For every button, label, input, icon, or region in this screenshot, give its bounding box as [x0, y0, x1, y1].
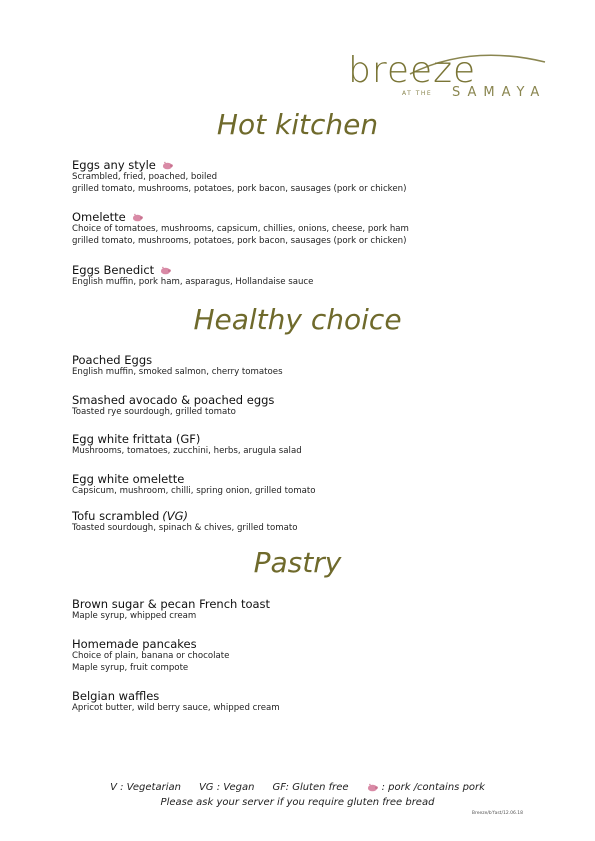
- section-title-hot-kitchen: Hot kitchen: [216, 108, 379, 141]
- section-title-healthy-choice: Healthy choice: [193, 303, 402, 336]
- menu-item: [72, 597, 532, 623]
- document-code: Breeze/b'fast/12.06.18: [471, 811, 523, 816]
- logo-at: AT THE: [402, 90, 433, 97]
- item-desc: Maple syrup, whipped cream: [72, 611, 197, 621]
- pig-icon: [160, 266, 171, 275]
- menu-item: [72, 432, 532, 458]
- pig-icon: [367, 783, 378, 792]
- item-desc: English muffin, smoked salmon, cherry tomatoes: [72, 367, 283, 377]
- item-name: Omelette: [72, 210, 126, 224]
- item-name: Tofu scrambled: [72, 509, 160, 523]
- logo-word: breeze: [348, 50, 477, 91]
- vegan-tag: (VG): [162, 509, 189, 523]
- item-name: Eggs any style: [72, 158, 156, 172]
- item-desc: Toasted rye sourdough, grilled tomato: [72, 407, 236, 417]
- item-name: Belgian waffles: [72, 689, 160, 703]
- item-desc: grilled tomato, mushrooms, potatoes, pork bacon, sausages (pork or chicken): [72, 235, 407, 246]
- item-desc: Capsicum, mushroom, chilli, spring onion, grilled tomato: [72, 486, 316, 496]
- legend-vegetarian: V : Vegetarian: [110, 782, 181, 793]
- item-desc: grilled tomato, mushrooms, potatoes, pork bacon, sausages (pork or chicken): [72, 183, 407, 194]
- menu-item: [72, 393, 532, 419]
- menu-item: [72, 353, 532, 379]
- menu-item: [72, 472, 532, 498]
- item-desc: Mushrooms, tomatoes, zucchini, herbs, arugula salad: [72, 446, 302, 456]
- menu-item: [72, 158, 532, 195]
- menu-item: [72, 263, 532, 289]
- item-desc: Choice of tomatoes, mushrooms, capsicum, chillies, onions, cheese, pork ham: [72, 224, 409, 234]
- item-desc: Choice of plain, banana or chocolate: [72, 651, 230, 661]
- item-name: Egg white omelette: [72, 472, 185, 486]
- item-name: Brown sugar & pecan French toast: [72, 597, 271, 611]
- item-name: Homemade pancakes: [72, 637, 197, 651]
- gluten-note: Please ask your server if you require gluten free bread: [160, 797, 435, 808]
- item-desc: Scrambled, fried, poached, boiled: [72, 172, 218, 182]
- logo-subtitle: SAMAYA: [452, 85, 547, 100]
- item-name: Eggs Benedict: [72, 263, 155, 277]
- breeze-logo: [340, 40, 550, 110]
- item-desc: English muffin, pork ham, asparagus, Hollandaise sauce: [72, 277, 314, 287]
- pig-icon: [132, 213, 143, 222]
- pig-icon: [162, 161, 173, 170]
- item-name: Smashed avocado & poached eggs: [72, 393, 275, 407]
- dietary-legend: [0, 782, 595, 793]
- menu-item: [72, 637, 532, 674]
- section-title-pastry: Pastry: [253, 546, 342, 579]
- menu-item: [72, 210, 532, 247]
- item-name: Egg white frittata (GF): [72, 432, 201, 446]
- item-desc: Apricot butter, wild berry sauce, whipped cream: [72, 703, 280, 713]
- item-desc: Maple syrup, fruit compote: [72, 662, 189, 673]
- menu-item: [72, 689, 532, 715]
- legend-pork: : pork /contains pork: [381, 782, 485, 793]
- item-name: Poached Eggs: [72, 353, 153, 367]
- legend-gluten-free: GF: Gluten free: [272, 782, 349, 793]
- item-desc: Toasted sourdough, spinach & chives, grilled tomato: [72, 523, 298, 533]
- legend-vegan: VG : Vegan: [198, 782, 255, 793]
- menu-item: [72, 509, 532, 535]
